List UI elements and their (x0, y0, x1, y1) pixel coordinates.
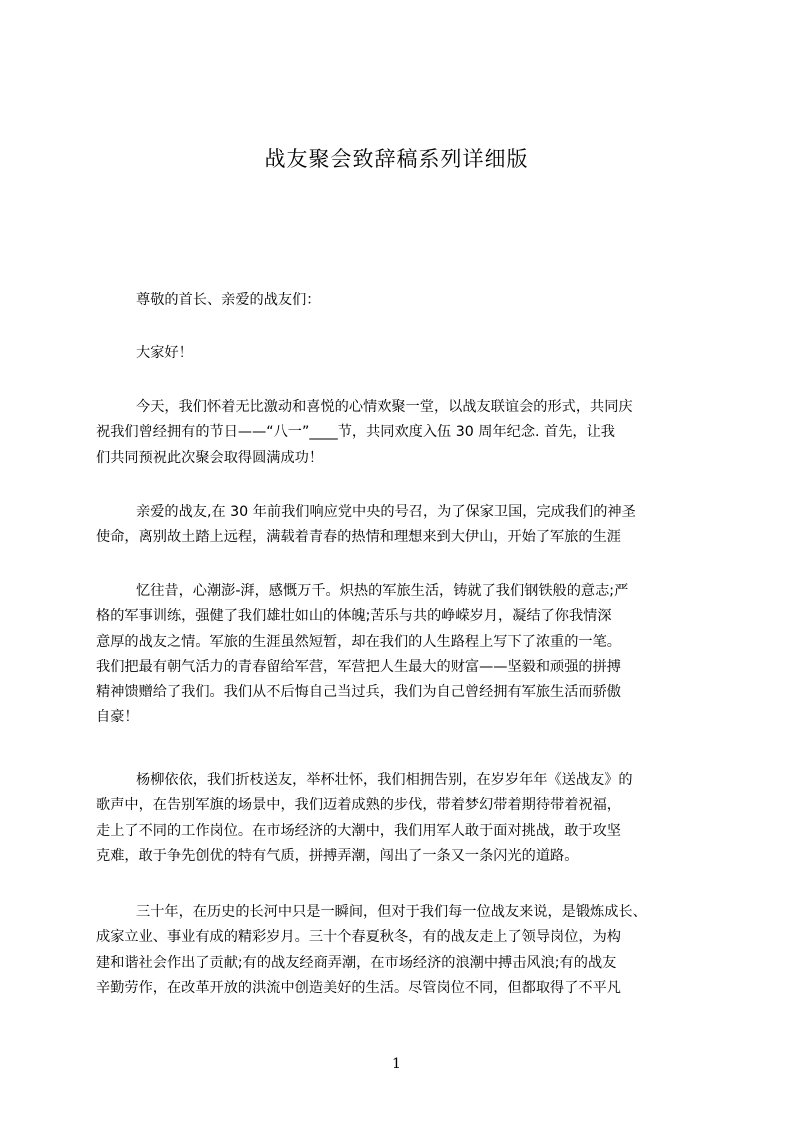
text-line: 使命，离别故土踏上远程，满载着青春的热情和理想来到大伊山，开始了军旅的生涯 (96, 529, 621, 546)
text-line: 三十年，在历史的长河中只是一瞬间，但对于我们每一位战友来说，是锻炼成长、 (136, 904, 647, 920)
text-line: 精神馈赠给了我们。我们从不后悔自己当过兵，我们为自己曾经拥有军旅生活而骄傲 (96, 684, 621, 701)
paragraph-greeting (96, 341, 716, 366)
text-line: 大家好！ (136, 345, 193, 361)
text-line: 格的军事训练，强健了我们雄壮如山的体魄;苦乐与共的峥嵘岁月，凝结了你我情深 (96, 608, 612, 625)
paragraph-history (96, 500, 716, 551)
text-line: 建和谐社会作出了贡献;有的战友经商弄潮，在市场经济的浪潮中搏击风浪;有的战友 (96, 954, 617, 971)
paragraph-farewell (96, 768, 716, 869)
text-line: 杨柳依依，我们折枝送友，举杯壮怀，我们相拥告别，在岁岁年年《送战友》的 (136, 772, 633, 788)
text-line: 成家立业、事业有成的精彩岁月。三十个春夏秋冬，有的战友走上了领导岗位，为构 (96, 929, 621, 946)
text-line: 祝我们曾经拥有的节日——“八一”____节，共同欢度入伍 30 周年纪念. 首先，让我 (96, 424, 615, 441)
text-line: 走上了不同的工作岗位。在市场经济的大潮中，我们用军人敢于面对挑战，敢于攻坚 (96, 822, 621, 839)
text-line: 自豪！ (96, 709, 139, 726)
text-line: 我们把最有朝气活力的青春留给军营，军营把人生最大的财富——坚毅和顽强的拼搏 (96, 658, 621, 675)
text-line: 今天，我们怀着无比激动和喜悦的心情欢聚一堂，以战友联谊会的形式，共同庆 (136, 399, 633, 415)
text-line: 歌声中，在告别军旗的场景中，我们迈着成熟的步伐，带着梦幻带着期待带着祝福， (96, 797, 621, 814)
text-line: 辛勤劳作，在改革开放的洪流中创造美好的生活。尽管岗位不同，但都取得了不平凡 (96, 979, 621, 996)
paragraph-opening (96, 395, 716, 471)
text-line: 尊敬的首长、亲爱的战友们： (136, 292, 321, 308)
text-line: 忆往昔，心潮澎-湃，感慨万千。炽热的军旅生活，铸就了我们钢铁般的意志;严 (136, 583, 629, 599)
paragraph-salutation (96, 288, 716, 313)
text-line: 克难，敢于争先创优的特有气质，拼搏弄潮，闯出了一条又一条闪光的道路。 (96, 847, 579, 864)
paragraph-thirty-years (96, 900, 716, 1001)
document-title: 战友聚会致辞稿系列详细版 (264, 147, 529, 171)
text-line: 们共同预祝此次聚会取得圆满成功！ (96, 449, 324, 466)
page-number: 1 (392, 1056, 401, 1072)
text-line: 亲爱的战友,在 30 年前我们响应党中央的号召，为了保家卫国，完成我们的神圣 (136, 504, 636, 520)
paragraph-memories (96, 579, 716, 731)
text-line: 意厚的战友之情。军旅的生涯虽然短暂，却在我们的人生路程上写下了浓重的一笔。 (96, 633, 621, 650)
